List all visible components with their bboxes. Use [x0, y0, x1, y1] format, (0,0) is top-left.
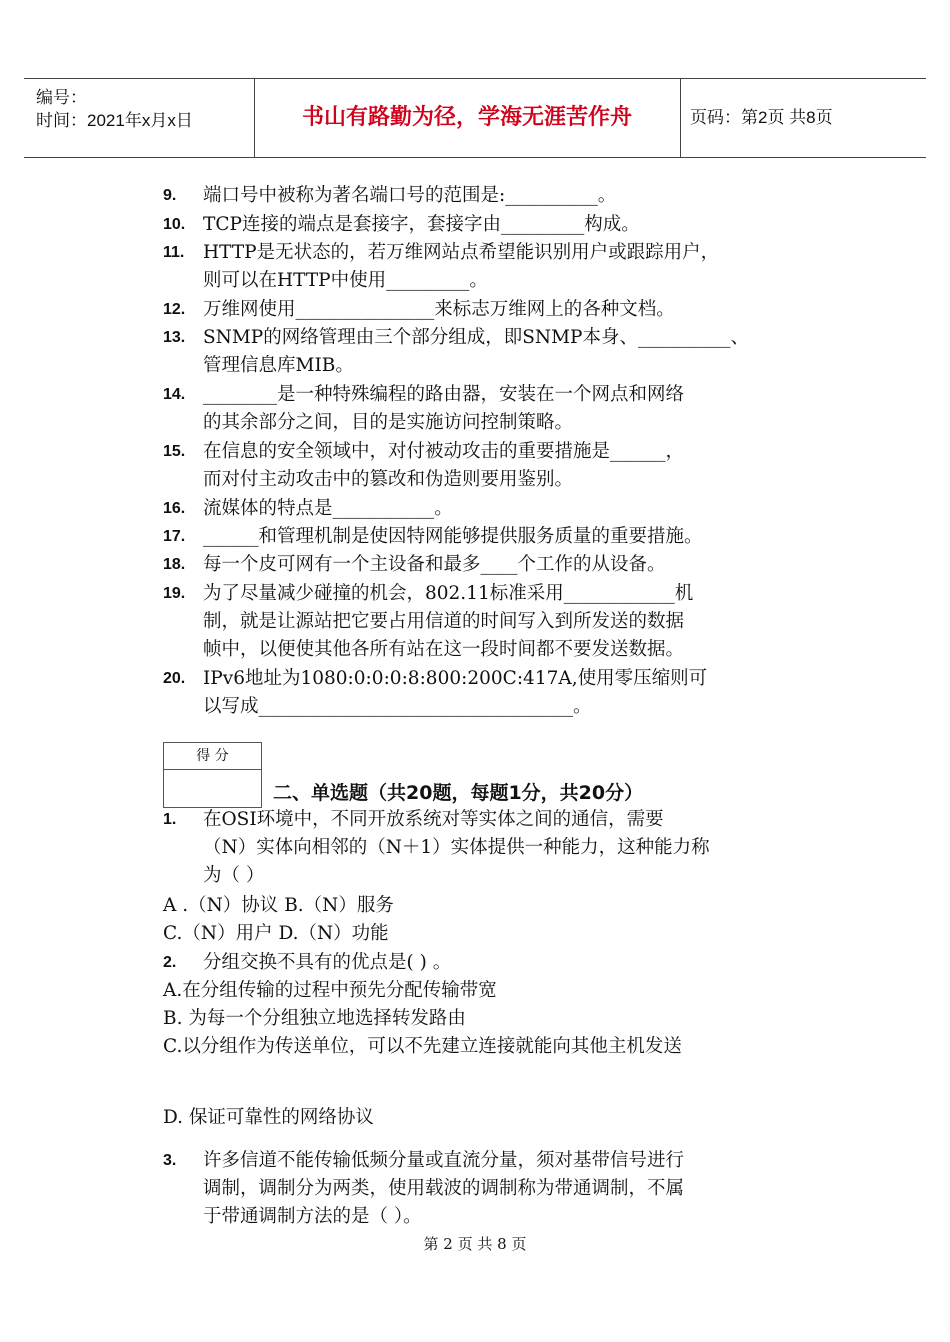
number-label: 编号： [36, 88, 87, 107]
question-number: 3. [163, 1152, 177, 1169]
q2-option-d: D. 保证可靠性的网络协议 [163, 1107, 374, 1128]
question-number: 10. [163, 216, 186, 233]
question-line: 的其余部分之间，目的是实施访问控制策略。 [203, 412, 574, 433]
question-line: 调制，调制分为两类，使用载波的调制称为带通调制，不属 [203, 1178, 685, 1199]
fill-question [163, 324, 793, 380]
question-number: 17. [163, 528, 186, 545]
question-line: 万维网使用_______________来标志万维网上的各种文档。 [203, 299, 675, 320]
score-box [163, 742, 262, 808]
question-line: ______和管理机制是使因特网能够提供服务质量的重要措施。 [203, 526, 703, 547]
question-number: 2. [163, 954, 177, 971]
fill-question [163, 665, 793, 721]
question-number: 12. [163, 301, 186, 318]
question-line: 而对付主动攻击中的篡改和伪造则要用鉴别。 [203, 469, 574, 490]
page-number-label: 页码：第2页 共8页 [690, 108, 833, 127]
question-line: 帧中，以便使其他各所有站在这一段时间都不要发送数据。 [203, 639, 685, 660]
q2-option-a: A.在分组传输的过程中预先分配传输带宽 [163, 980, 497, 1001]
question-line: 端口号中被称为著名端口号的范围是:__________。 [203, 185, 617, 206]
question-line: IPv6地址为1080:0:0:0:8:800:200C:417A,使用零压缩则可 [203, 668, 708, 689]
fill-question [163, 296, 793, 324]
q1-options-ab: A .（N）协议 B.（N）服务 [163, 895, 394, 916]
question-number: 16. [163, 500, 186, 517]
question-line: 分组交换不具有的优点是( ) 。 [203, 952, 452, 973]
question-number: 9. [163, 187, 177, 204]
fill-question [163, 239, 793, 295]
question-line: （N）实体向相邻的（N＋1）实体提供一种能力，这种能力称 [203, 837, 710, 858]
question-line: 于带通调制方法的是（ ）。 [203, 1206, 422, 1227]
question-line: 管理信息库MIB。 [203, 355, 354, 376]
fill-question [163, 438, 793, 494]
q2-option-b: B. 为每一个分组独立地选择转发路由 [163, 1008, 466, 1029]
question-number: 20. [163, 670, 186, 687]
score-box-label: 得 分 [164, 743, 261, 770]
fill-question [163, 580, 793, 664]
question-line: 流媒体的特点是___________。 [203, 498, 453, 519]
question-number: 13. [163, 329, 186, 346]
fill-question [163, 381, 793, 437]
fill-question [163, 551, 793, 579]
header-motto: 书山有路勤为径，学海无涯苦作舟 [254, 79, 681, 157]
question-number: 15. [163, 443, 186, 460]
question-line: 则可以在HTTP中使用_________。 [203, 270, 488, 291]
question-line: 每一个皮可网有一个主设备和最多____个工作的从设备。 [203, 554, 666, 575]
fill-question [163, 523, 793, 551]
page-header [24, 78, 926, 158]
question-line: 在OSI环境中，不同开放系统对等实体之间的通信，需要 [203, 809, 664, 830]
page-footer: 第 2 页 共 8 页 [423, 1235, 527, 1253]
question-line: 在信息的安全领域中，对付被动攻击的重要措施是______， [203, 441, 685, 462]
question-line: 以写成__________________________________。 [203, 696, 592, 717]
fill-question [163, 495, 793, 523]
question-line: 许多信道不能传输低频分量或直流分量，须对基带信号进行 [203, 1150, 685, 1171]
q2-option-c: C.以分组作为传送单位，可以不先建立连接就能向其他主机发送 [163, 1036, 682, 1057]
question-line: SNMP的网络管理由三个部分组成，即SNMP本身、__________、 [203, 327, 750, 348]
question-line: 为（ ） [203, 865, 265, 886]
question-number: 11. [163, 244, 185, 261]
fill-question [163, 182, 793, 210]
fill-question [163, 211, 793, 239]
time-label: 时间：2021年x月x日 [36, 111, 193, 130]
mc-question-2 [163, 949, 793, 977]
header-meta [24, 79, 255, 157]
q1-options-cd: C.（N）用户 D.（N）功能 [163, 923, 389, 944]
question-line: ________是一种特殊编程的路由器，安装在一个网点和网络 [203, 384, 685, 405]
question-line: TCP连接的端点是套接字，套接字由_________构成。 [203, 214, 640, 235]
question-line: HTTP是无状态的，若万维网站点希望能识别用户或跟踪用户， [203, 242, 720, 263]
question-number: 1. [163, 811, 177, 828]
question-number: 19. [163, 585, 186, 602]
question-line: 制，就是让源站把它要占用信道的时间写入到所发送的数据 [203, 611, 685, 632]
mc-question-1 [163, 806, 793, 890]
mc-question-3 [163, 1147, 793, 1231]
question-line: 为了尽量减少碰撞的机会，802.11标准采用____________机 [203, 583, 694, 604]
section-title: 二、单选题（共20题，每题1分，共20分） [273, 782, 644, 804]
question-number: 18. [163, 556, 186, 573]
question-number: 14. [163, 386, 186, 403]
